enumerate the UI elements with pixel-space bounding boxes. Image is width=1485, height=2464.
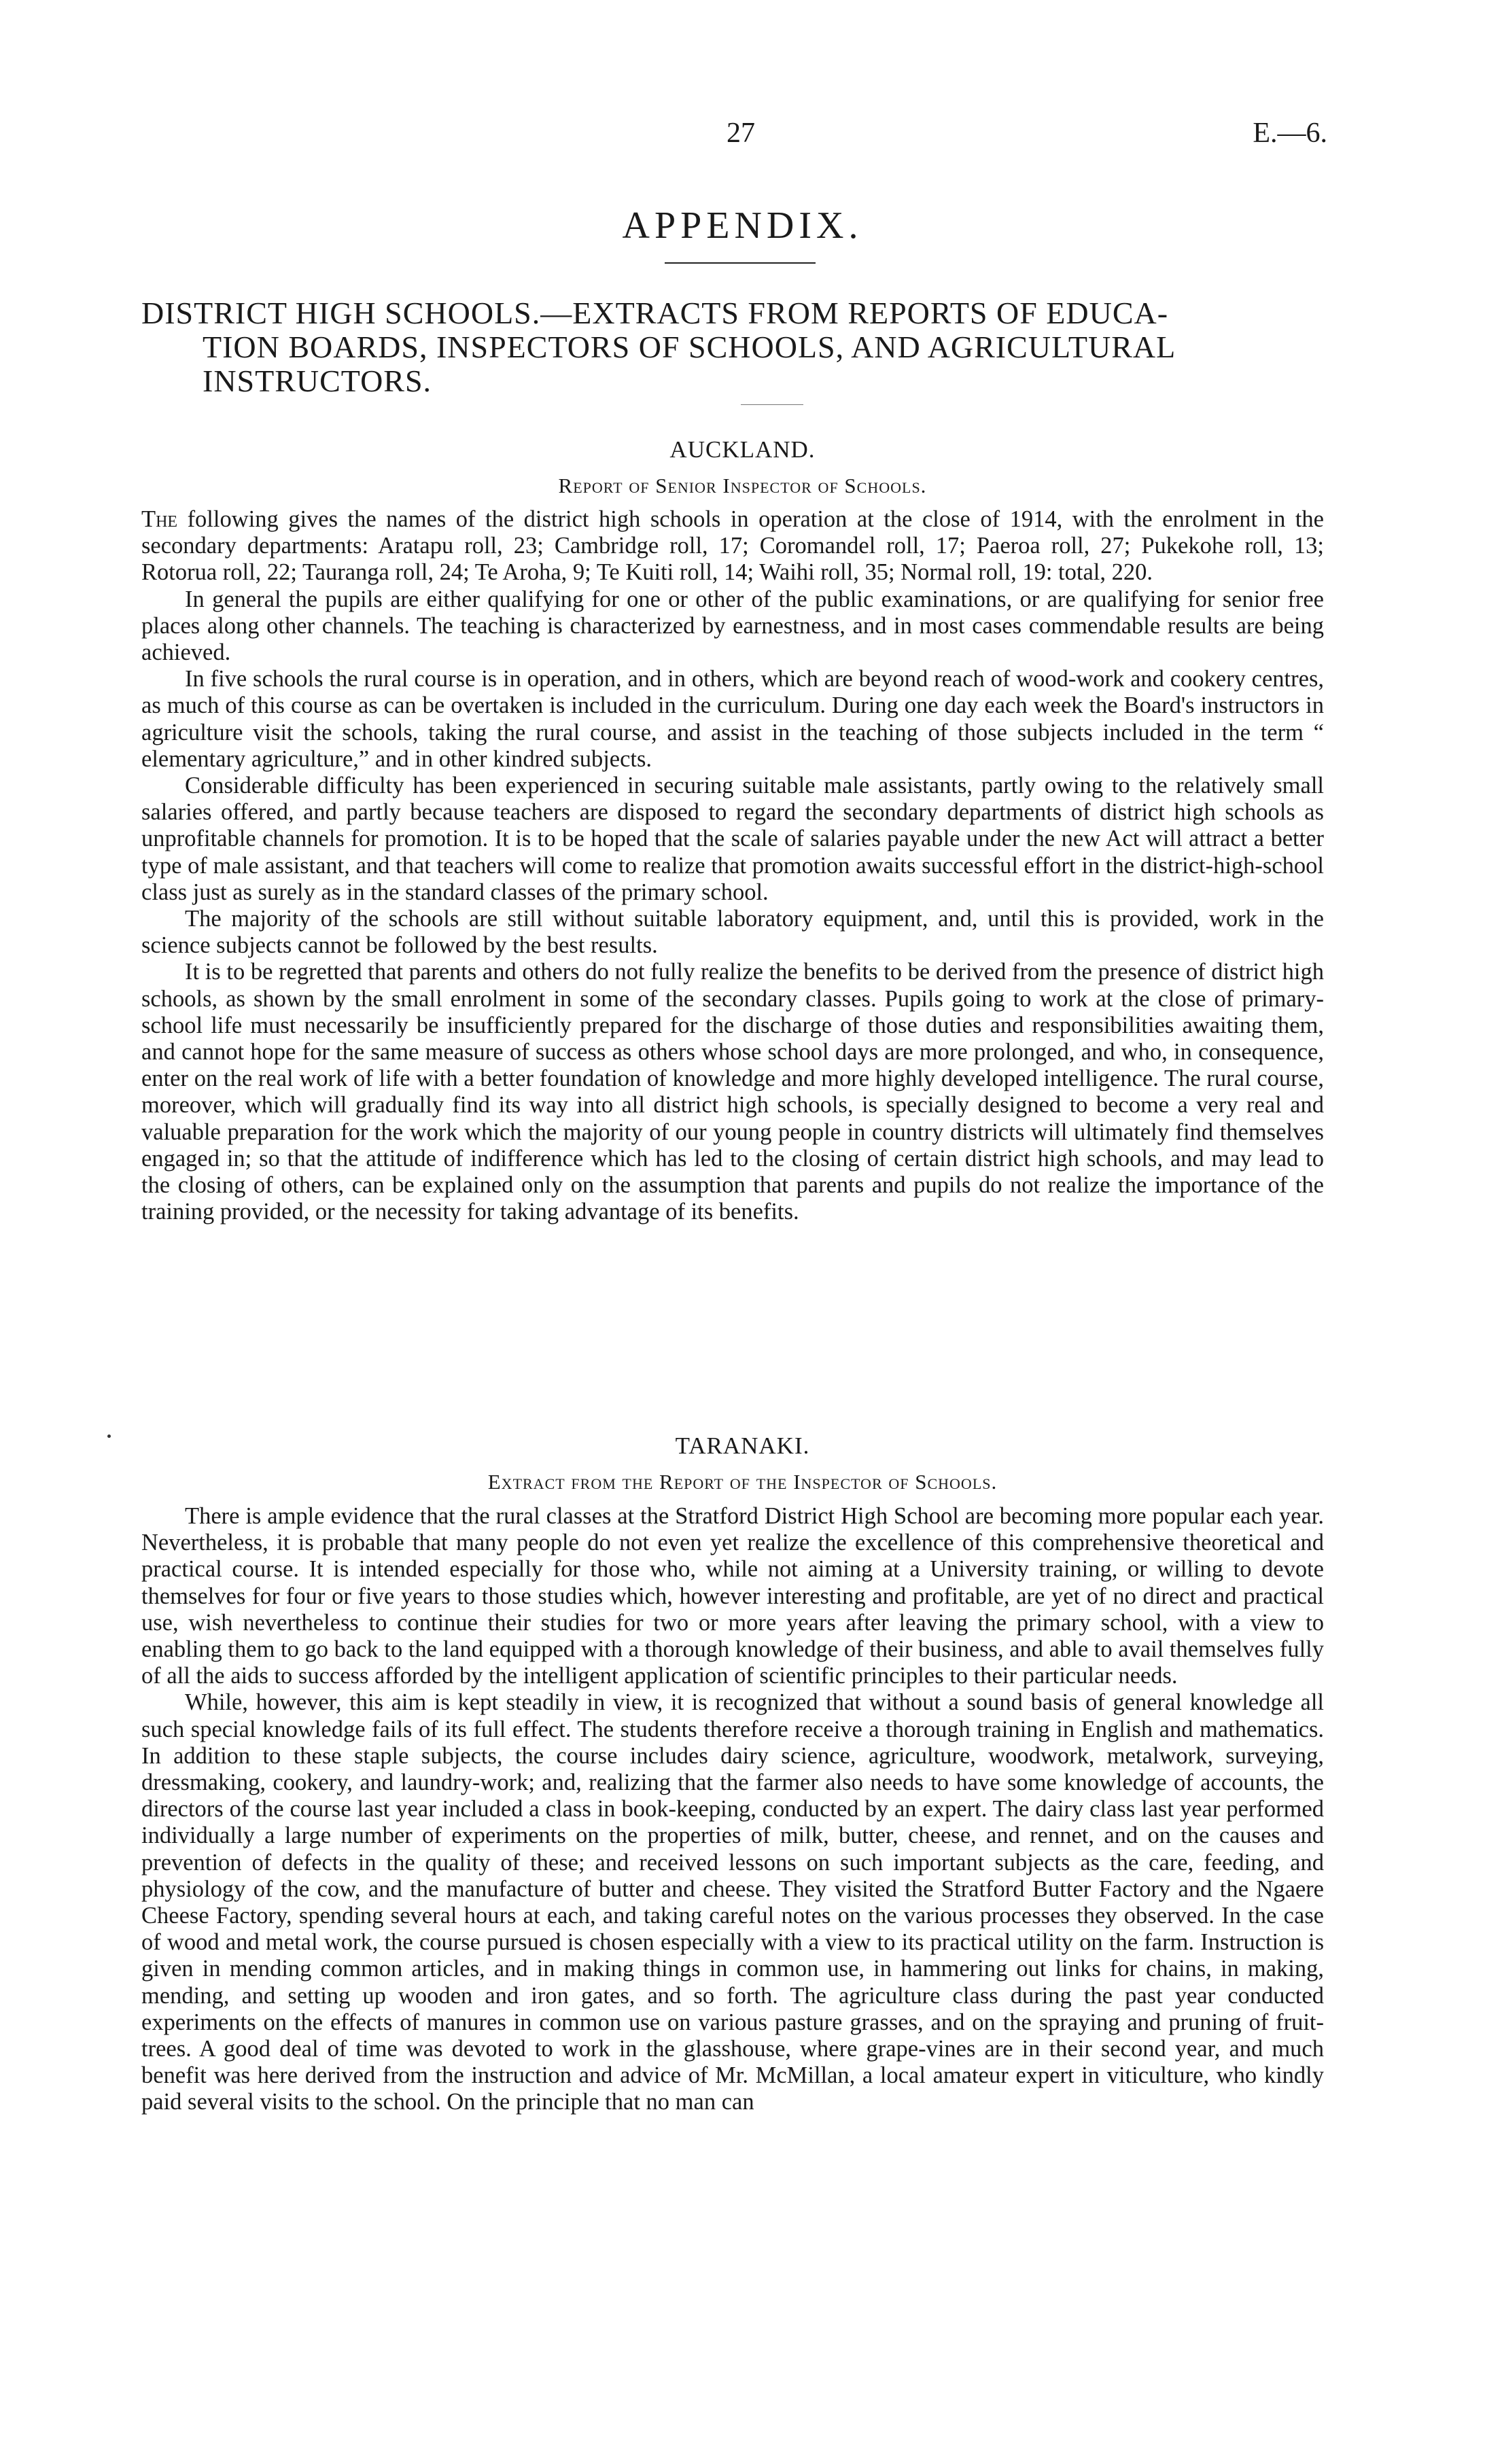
taranaki-report-body: [141, 1503, 1324, 2116]
taranaki-paragraph-2: While, however, this aim is kept steadily in view, it is recognized that without a sound basis of general knowledge all such special knowledge fails of its full effect. The students therefore receive a thorough training in English and mathematics. In addition to these staple subjects, the course includes dairy science, agriculture, woodwork, metalwork, surveying, dressmaking, cookery, and laundry-work; and, realizing that the farmer also needs to have some knowledge of accounts, the directors of the course last year included a class in book-keeping, conducted by an expert. The dairy class last year performed individually a large number of experiments on the properties of milk, butter, cheese, and rennet, and on the causes and prevention of defects in the quality of these; and received lessons on such important subjects as the care, feeding, and physiology of the cow, and the manufacture of butter and cheese. They visited the Stratford Butter Factory and the Ngaere Cheese Factory, spending several hours at each, and taking careful notes on the various processes they observed. In the case of wood and metal work, the course pursued is chosen especially with a view to its practical utility on the farm. Instruction is given in mending common articles, and in making things in common use, in hammering out links for chains, in making, mending, and setting up wooden and iron gates, and so forth. The agriculture class during the past year conducted experiments on the effects of manures in common use on various pasture grasses, and on the spraying and pruning of fruit-trees. A good deal of time was devoted to work in the glasshouse, where grape-vines are in their second year, and much benefit was here derived from the instruction and advice of Mr. McMillan, a local amateur expert in viticulture, who kindly paid several visits to the school. On the principle that no man can: [141, 1689, 1324, 2115]
main-heading-line-1: DISTRICT HIGH SCHOOLS.—EXTRACTS FROM REPORTS OF EDUCA-: [141, 296, 1169, 330]
main-heading: [141, 296, 1331, 398]
auckland-paragraph-2: In general the pupils are either qualifying for one or other of the public examinations, or are qualifying for senior free places along other channels. The teaching is characterized by earnestness, and in most cases commendable results are being achieved.: [141, 586, 1324, 666]
main-heading-line-3: INSTRUCTORS.: [203, 364, 432, 398]
heading-rule: [741, 404, 803, 405]
auckland-paragraph-1-lead: The: [141, 506, 178, 532]
title-rule: [665, 262, 816, 264]
main-heading-line-2: TION BOARDS, INSPECTORS OF SCHOOLS, AND AGRICULTURAL: [203, 330, 1176, 364]
auckland-title: AUCKLAND.: [669, 436, 816, 463]
page-number: 27: [727, 118, 755, 149]
document-reference: E.—6.: [1253, 118, 1327, 149]
auckland-paragraph-3: In five schools the rural course is in operation, and in others, which are beyond reach of wood-work and cookery centres, as much of this course as can be overtaken is included in the curriculum. During one day each week the Board's instructors in agriculture visit the schools, taking the rural course, and assist in the teaching of those subjects included in the term “ elementary agriculture,” and in other kindred subjects.: [141, 666, 1324, 772]
auckland-paragraph-6: It is to be regretted that parents and others do not fully realize the benefits to be derived from the presence of district high schools, as shown by the small enrolment in some of the secondary classes. Pupils going to work at the close of primary-school life must necessarily be insufficiently prepared for the discharge of those duties and responsibilities awaiting them, and cannot hope for the same measure of success as others whose school days are more prolonged, and who, in consequence, enter on the real work of life with a better foundation of knowledge and more highly developed intelligence. The rural course, moreover, which will gradually find its way into all district high schools, is specially designed to become a very real and valuable preparation for the work which the majority of our young people in country districts will ultimately find themselves engaged in; so that the attitude of indifference which has led to the closing of certain district high schools, and may lead to the closing of others, can be explained only on the assumption that parents and pupils do not realize the importance of the training provided, or the necessity for taking advantage of its benefits.: [141, 959, 1324, 1225]
taranaki-paragraph-1: There is ample evidence that the rural classes at the Stratford District High School are becoming more popular each year. Nevertheless, it is probable that many people do not even yet realize the excellence of this comprehensive theoretical and practical course. It is intended especially for those who, while not aiming at a University training, or willing to devote themselves for four or five years to those studies which, however interesting and profitable, are yet of no direct and practical use, wish nevertheless to continue their studies for two or more years after leaving the primary school, with a view to enabling them to go back to the land equipped with a thorough knowledge of their business, and able to avail themselves fully of all the aids to success afforded by the intelligent application of scientific principles to their particular needs.: [141, 1503, 1324, 1689]
auckland-paragraph-5: The majority of the schools are still without suitable laboratory equipment, and, until this is provided, work in the science subjects cannot be followed by the best results.: [141, 906, 1324, 959]
auckland-paragraph-4: Considerable difficulty has been experienced in securing suitable male assistants, partly owing to the relatively small salaries offered, and partly because teachers are disposed to regard the secondary departments of district high schools as unprofitable channels for promotion. It is to be hoped that the scale of salaries payable under the new Act will attract a better type of male assistant, and that teachers will come to realize that promotion awaits successful effort in the district-high-school class just as surely as in the standard classes of the primary school.: [141, 773, 1324, 905]
auckland-paragraph-1-text: following gives the names of the district high schools in operation at the close of 1914, with the enrolment in the secondary departments: Aratapu roll, 23; Cambridge roll, 17; Coromandel roll, 17; Paeroa roll, 27; Pukekohe roll, 13; Rotorua roll, 22; Tauranga roll, 24; Te Aroha, 9; Te Kuiti roll, 14; Waihi roll, 35; Normal roll, 19: total, 220.: [141, 506, 1324, 586]
appendix-title: APPENDIX.: [622, 205, 863, 247]
auckland-subtitle: Report of Senior Inspector of Schools.: [558, 474, 927, 497]
auckland-report-body: [141, 506, 1324, 1225]
auckland-paragraph-1: [141, 506, 1324, 586]
taranaki-title: TARANAKI.: [675, 1432, 810, 1459]
taranaki-subtitle: Extract from the Report of the Inspector of Schools.: [487, 1470, 998, 1494]
